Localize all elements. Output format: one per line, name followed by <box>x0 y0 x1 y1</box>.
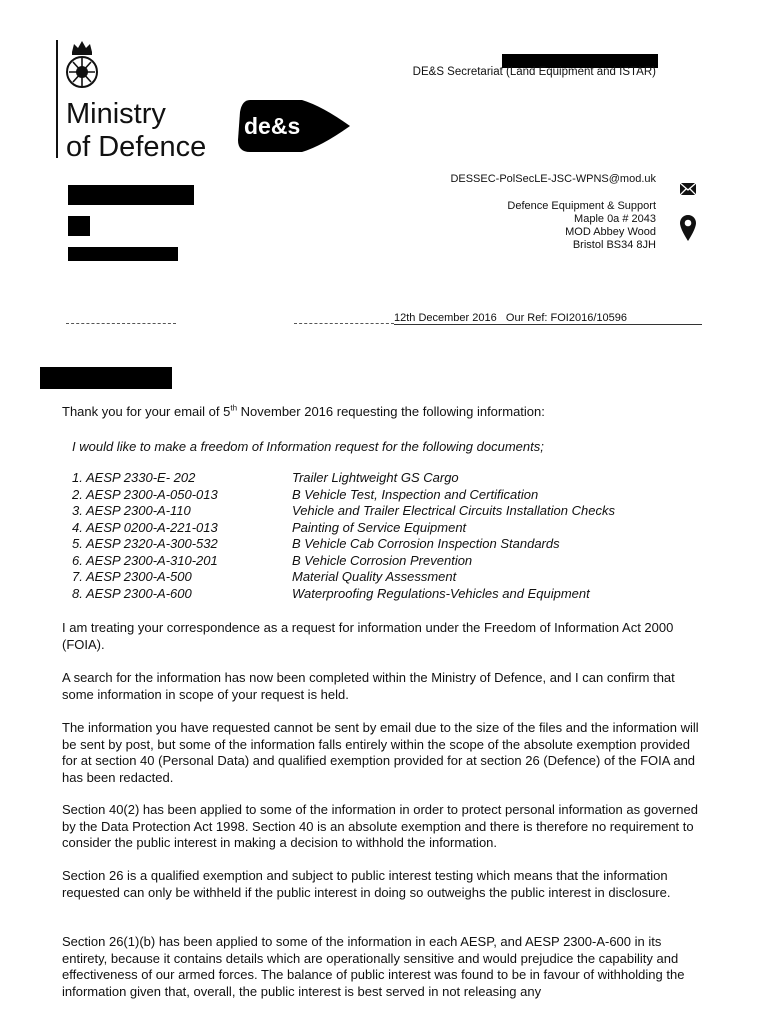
foia-paragraph: I am treating your correspondence as a request for information under the Freedom of Information Act 2000 (FOIA). <box>62 620 674 652</box>
section-26-1b-paragraph: Section 26(1)(b) has been applied to some of the information in each AESP, and AESP 2300-A-600 in its entirety, because it contains details which are operationally sensitive and would prejudice the capability and effectiveness of our armed forces. The balance of public interest was found to be in favour of withholding the information given that, overall, the public interest is best served in not releasing any <box>62 934 685 999</box>
document-code: 1. AESP 2330-E- 202 <box>72 470 196 485</box>
document-title: B Vehicle Corrosion Prevention <box>292 552 473 568</box>
org-name-line1: Ministry <box>66 98 166 130</box>
document-title: Painting of Service Equipment <box>292 519 467 535</box>
list-item <box>72 569 692 586</box>
location-pin-icon <box>680 215 696 241</box>
document-code: 5. AESP 2320-A-300-532 <box>72 536 218 551</box>
logo-text: de&s <box>244 113 301 139</box>
org-name <box>66 98 206 164</box>
document-code: 8. AESP 2300-A-600 <box>72 585 192 601</box>
list-item <box>72 503 692 520</box>
dashed-rule <box>66 323 176 324</box>
date-reference-line <box>66 312 702 326</box>
redaction-block <box>68 247 178 261</box>
search-paragraph: A search for the information has now been completed within the Ministry of Defence, and I can confirm that some information in scope of your request is held. <box>62 670 675 702</box>
address-line: Defence Equipment & Support <box>507 200 656 212</box>
postal-address <box>507 200 656 252</box>
list-item <box>72 553 692 570</box>
document-code: 7. AESP 2300-A-500 <box>72 569 192 584</box>
exemption-paragraph: The information you have requested cannot be sent by email due to the size of the files and the information will be sent by post, but some of the information falls entirely within the scope of the absolute exemption provided for at section 40 (Personal Data) and qualified exemption provided for at section 26 (Defence) of the FOIA and has been redacted. <box>62 720 699 785</box>
crest-icon <box>64 38 100 90</box>
list-item <box>72 487 692 504</box>
ordinal-suffix: th <box>230 403 238 413</box>
list-item <box>72 520 692 537</box>
document-code: 3. AESP 2300-A-110 <box>72 503 191 518</box>
list-item <box>72 586 692 603</box>
section-40-paragraph: Section 40(2) has been applied to some of the information in order to protect personal information as governed by the Data Protection Act 1998. Section 40 is an absolute exemption and there is therefore no requirement to consider the public interest in making a decision to withhold the information. <box>62 802 698 850</box>
document-title: B Vehicle Test, Inspection and Certification <box>292 486 539 502</box>
address-line: Bristol BS34 8JH <box>572 239 656 251</box>
list-item <box>72 470 692 487</box>
document-title: Vehicle and Trailer Electrical Circuits Installation Checks <box>292 503 615 518</box>
redaction-block <box>68 185 194 205</box>
envelope-icon <box>680 183 696 195</box>
section-26-paragraph: Section 26 is a qualified exemption and subject to public interest testing which means that the information requested can only be withheld if the public interest in doing so outweighs the public interest in disclosure. <box>62 868 671 900</box>
redaction-block <box>40 367 172 389</box>
org-name-line2: of Defence <box>66 131 207 163</box>
document-title: B Vehicle Cab Corrosion Inspection Standards <box>292 536 560 551</box>
thanks-text-end: November 2016 requesting the following information: <box>237 404 545 419</box>
contact-email: DESSEC-PolSecLE-JSC-WPNS@mod.uk <box>450 173 656 185</box>
document-list <box>72 470 692 602</box>
request-intro: I would like to make a freedom of Information request for the following documents; <box>72 439 544 454</box>
thanks-text-start: Thank you for your email of 5 <box>62 404 231 419</box>
solid-rule <box>394 324 702 325</box>
document-code: 6. AESP 2300-A-310-201 <box>72 552 218 568</box>
document-code: 4. AESP 0200-A-221-013 <box>72 519 218 535</box>
secretariat-title: DE&S Secretariat (Land Equipment and ISTAR) <box>412 66 656 78</box>
document-title: Trailer Lightweight GS Cargo <box>292 470 459 485</box>
document-code: 2. AESP 2300-A-050-013 <box>72 486 218 502</box>
dashed-rule <box>294 323 394 324</box>
address-line: MOD Abbey Wood <box>565 226 656 238</box>
thanks-paragraph <box>62 404 702 421</box>
address-line: Maple 0a # 2043 <box>574 213 656 225</box>
document-title: Material Quality Assessment <box>292 569 457 584</box>
redaction-block <box>68 216 90 236</box>
document-title: Waterproofing Regulations-Vehicles and Equipment <box>292 585 590 601</box>
date-reference: 12th December 2016 Our Ref: FOI2016/10596 <box>394 312 627 324</box>
letterhead-rule <box>56 40 58 158</box>
des-logo <box>236 94 352 156</box>
list-item <box>72 536 692 553</box>
